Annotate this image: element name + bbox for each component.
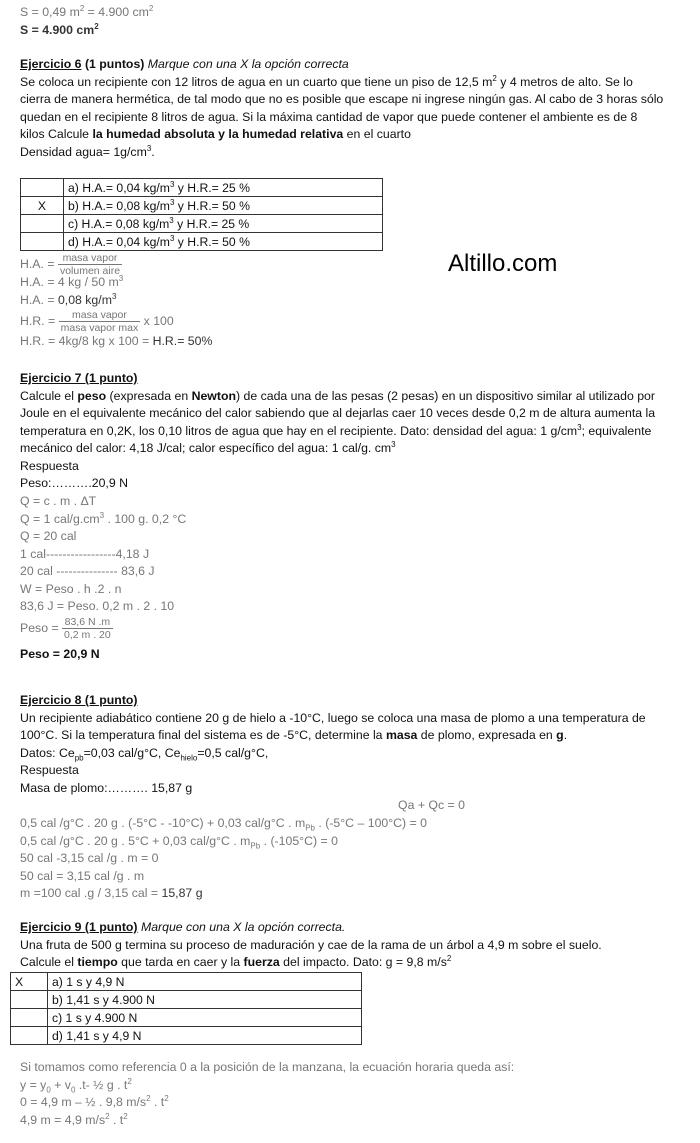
option-mark[interactable] [11, 1027, 48, 1045]
solution-step: 0,5 cal /g°C . 20 g . 5°C + 0,03 cal/g°C . $m_{Pb}$ . (-105°C) = 0 [20, 833, 338, 850]
table-row [21, 179, 383, 197]
area-line: S = 0,49 $m^2 = 4.900$ $cm^2$ [20, 3, 154, 19]
exercise-6-body-line: cierra de manera hermética, de tal modo que no es posible que escape ni ingrese ningún gas. Al cabo de 3 horas sólo [20, 92, 664, 106]
ha-formula: H.A. = $\frac{\text{masa vapor}}{\text{volumen aire}}$ [20, 252, 121, 277]
hr-formula: H.R. = $\frac{\text{masa vapor}}{\text{masa vapor max}}$ x 100 [20, 309, 174, 334]
exercise-8-body-line: Respuesta [20, 763, 79, 777]
solution-step: W = Peso . h .2 . n [20, 581, 122, 596]
exercise-8-body-line: Un recipiente adiabático contiene 20 g de hielo a -10°C, luego se coloca una masa de plomo a una temperatura de [20, 710, 646, 725]
exercise-7-body-line: Calcule el peso (expresada en Newton) de cada una de las pesas (2 pesas) en un dispositivo similar al utilizado por [20, 388, 655, 403]
solution-step: H.R. = 4kg/8 kg x 100 = H.R.= 50% [20, 334, 213, 348]
exercise-8-body-line: 100°C. Si la temperatura final del sistema es de -5°C, determine la masa de plomo, expresada en g. [20, 728, 568, 742]
exercise-8 [20, 692, 700, 797]
table-row [21, 197, 383, 215]
solution-step: Q = c . m . ΔT [20, 494, 97, 508]
solution-step: H.A. = 4 kg / 50 $m^3$ [20, 273, 124, 289]
exercise-6-body-line: kilos Calcule la humedad absoluta y la humedad relativa en el cuarto [20, 127, 411, 141]
exercise-8-solution [20, 815, 700, 903]
exercise-6-points: (1 puntos) [81, 57, 145, 71]
exercise-6-title: Ejercicio 6 [20, 57, 82, 71]
table-row [11, 973, 362, 991]
solution-step: 20 cal --------------- 83,6 J [20, 564, 155, 578]
exercise-7-body-line: temperatura en 0,2K, los 0,10 litros de agua que hay en el recipiente. Dato: densidad del agua: 1 $g/cm^3$; equivalente [20, 422, 652, 438]
solution-step: 0,5 cal /g°C . 20 g . (-5°C - -10°C) + 0,03 cal/g°C . $m_{Pb}$ . (-5°C – 100°C) = 0 [20, 816, 427, 833]
exercise-7-body-line: Peso:……….20,9 N [20, 476, 128, 490]
table-row [11, 1009, 362, 1027]
solution-step: 50 cal = 3,15 cal /g . m [20, 868, 145, 883]
solution-step: $y = y_0 + v_0$ .t- ½ g . $t^2$ [20, 1076, 132, 1094]
exercise-9-title: Ejercicio 9 (1 punto) [20, 920, 138, 934]
heat-balance: Qa + Qc = 0 [398, 798, 465, 812]
solution-step: m =100 cal .g / 3,15 cal = 15,87 g [20, 886, 203, 900]
solution-step: Q = 1 cal/$g.cm^3$ . 100 g. 0,2 °C [20, 510, 187, 526]
exercise-7-body-line: mecánico del calor: 4,18 J/cal; calor específico del agua: 1 cal/g. $cm^3$ [20, 439, 396, 455]
solution-step: 4,9 m = 4,9 $m/s^2$ . $t^2$ [20, 1111, 128, 1127]
table-row [21, 233, 383, 251]
exercise-6-options-table [20, 178, 383, 251]
hr-fraction: $\frac{\text{masa vapor}}{\text{masa vapor max}}$ [60, 309, 139, 334]
option-mark[interactable] [11, 1009, 48, 1027]
option-mark[interactable] [21, 179, 64, 197]
ha-fraction: $\frac{\text{masa vapor}}{\text{volumen aire}}$ [59, 252, 121, 277]
exercise-9 [20, 919, 700, 972]
option-mark[interactable] [21, 233, 64, 251]
solution-step: 50 cal -3,15 cal /g . m = 0 [20, 851, 159, 865]
exercise-6-body-line: quedan en el recipiente 8 litros de agua. Si la máxima cantidad de vapor que puede contener el ambiente es de 8 [20, 109, 638, 124]
solution-step: Q = 20 cal [20, 529, 77, 543]
option-d: d) H.A.= 0,04 $kg/m^3$ y H.R.= 50 % [64, 233, 383, 251]
option-c: c) 1 s y 4.900 N [48, 1009, 362, 1027]
option-b: b) 1,41 s y 4.900 N [48, 991, 362, 1009]
solution-step: 1 cal-----------------4,18 J [20, 546, 150, 561]
peso-fraction: $\frac{83,6 N .m}{0,2 m . 20}$ [64, 615, 111, 641]
exercise-7 [20, 370, 700, 493]
option-c: c) H.A.= 0,08 $kg/m^3$ y H.R.= 25 % [64, 215, 383, 233]
exercise-7-title: Ejercicio 7 (1 punto) [20, 371, 138, 385]
option-mark[interactable] [11, 991, 48, 1009]
exercise-6-body-line: Densidad agua= $1g/cm^3$. [20, 143, 155, 159]
table-row [11, 991, 362, 1009]
exercise-7-solution [20, 493, 700, 663]
solution-step: H.A. = 0,08 $kg/m^3$ [20, 291, 117, 307]
option-a: a) H.A.= 0,04 $kg/m^3$ y H.R.= 25 % [64, 179, 383, 197]
option-mark[interactable] [21, 215, 64, 233]
solution-step: 83,6 J = Peso. 0,2 m . 2 . 10 [20, 599, 175, 613]
exercise-6-solution [20, 252, 700, 351]
solution-step: Si tomamos como referencia 0 a la posición de la manzana, la ecuación horaria queda así: [20, 1060, 515, 1074]
exercise-9-body-line: Calcule el tiempo que tarda en caer y la fuerza del impacto. Dato: g = 9,8 $m/s^2$ [20, 953, 452, 969]
exercise-9-instruction: Marque con una X la opción correcta. [137, 920, 346, 934]
peso-formula: Peso = $\frac{83,6 N .m}{0,2 m . 20}$ [20, 615, 111, 641]
exercise-6-instruction: Marque con una X la opción correcta [144, 57, 349, 71]
option-b: b) H.A.= 0,08 $kg/m^3$ y H.R.= 50 % [64, 197, 383, 215]
table-row [11, 1027, 362, 1045]
table-row [21, 215, 383, 233]
exercise-8-body-line: Masa de plomo:………. 15,87 g [20, 780, 193, 795]
exercise-9-solution [20, 1059, 700, 1129]
exercise-9-body-line: Una fruta de 500 g termina su proceso de maduración y cae de la rama de un árbol a 4,9 m sobre el suelo. [20, 937, 602, 952]
option-a: a) 1 s y 4,9 N [48, 973, 362, 991]
exercise-7-body-line: Respuesta [20, 458, 79, 473]
solution-step: 0 = 4,9 m – ½ . 9,8 $m/s^2$ . $t^2$ [20, 1093, 169, 1109]
exercise-6 [20, 56, 700, 161]
option-d: d) 1,41 s y 4,9 N [48, 1027, 362, 1045]
exercise-9-options-table [10, 972, 362, 1045]
peso-result: Peso = 20,9 N [20, 646, 100, 661]
exercise-8-title: Ejercicio 8 (1 punto) [20, 693, 138, 707]
option-mark[interactable]: X [11, 973, 48, 991]
watermark: Altillo.com [448, 250, 558, 277]
exercise-7-body-line: Joule en el equivalente mecánico del calor sabiendo que al dejarlas caer 10 veces desde 0,2 m de altura aumenta la [20, 406, 656, 420]
option-mark[interactable]: X [21, 197, 64, 215]
exercise-8-body-line: Datos: $Ce_{pb}=0,03$ cal/g°C, $Ce_{hielo}=0,5$ cal/g°C, [20, 745, 269, 762]
exercise-6-heading [20, 56, 700, 74]
area-result: S = 4.900 $cm^2$ [20, 21, 99, 37]
area-result-section [20, 4, 700, 39]
exercise-6-body-line: Se coloca un recipiente con 12 litros de agua en un cuarto que tiene un piso de 12,5 $m^2$ y 4 metros de alto. Se lo [20, 73, 633, 89]
